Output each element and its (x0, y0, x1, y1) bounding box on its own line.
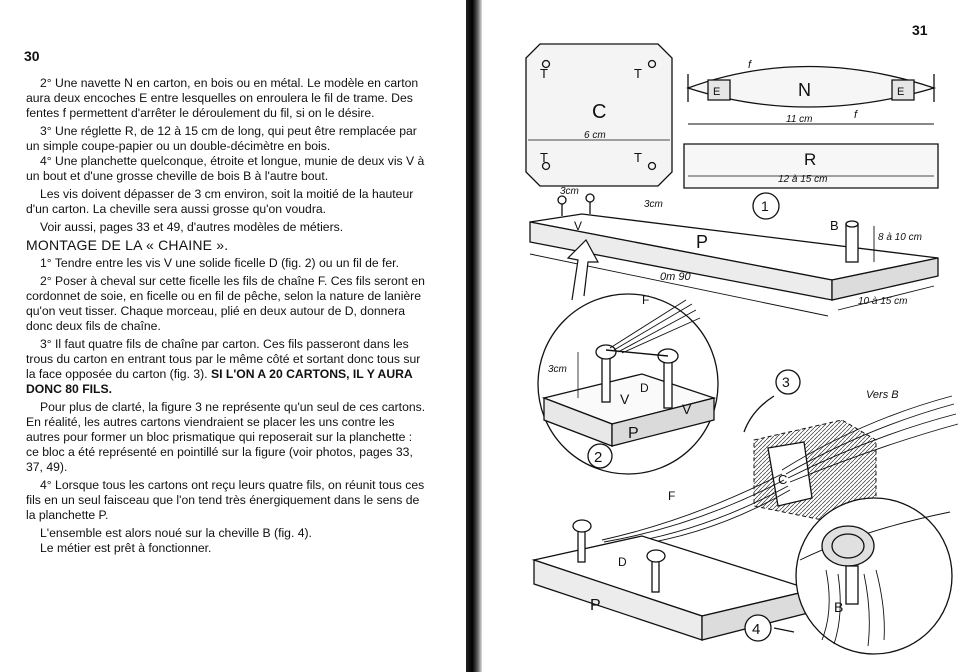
ruler-label: R (804, 150, 817, 169)
string-label: D (640, 381, 649, 395)
step-1: 1° Tendre entre les vis V une solide ficelle D (fig. 2) ou un fil de fer. (40, 256, 399, 270)
slit-label: f (854, 109, 858, 121)
peg-label: B (830, 218, 839, 233)
paragraph-planchette: 4° Une planchette quelconque, étroite et longue, munie de deux vis V à un bout et d'une grosse cheville de bois B à l'autre bout. (26, 154, 425, 183)
peg-height-label: 8 à 10 cm (878, 232, 922, 243)
step-2: 2° Poser à cheval sur cette ficelle les fils de chaîne F. Ces fils seront en cordonnet de soie, en ficelle ou en fil de pêche, selon la nature de lanière qu'on veut tisser. Chaque morceau, plié en deux autour de D, donnera donc deux fils de chaîne. (26, 274, 425, 333)
hole-label: T (634, 66, 642, 81)
figure-4-number: 4 (752, 621, 761, 638)
figure-2-detail (538, 294, 718, 474)
hole-label: T (540, 150, 548, 165)
loom-illustration (482, 0, 960, 672)
figure-3-number: 3 (782, 374, 790, 390)
board-label: P (628, 425, 639, 442)
warp-label: F (642, 293, 650, 307)
paragraph-ensemble: L'ensemble est alors noué sur la cheville B (fig. 4). (40, 526, 312, 540)
figure-2-number: 2 (594, 449, 603, 466)
figure-1-number: 1 (761, 198, 769, 214)
warp-label: F (668, 489, 676, 503)
emphasis-text: SI L'ON A 20 CARTONS, IL Y AURA DONC 80 FILS. (26, 367, 413, 396)
carton-label: C (778, 472, 788, 487)
ruler-length-label: 12 à 15 cm (778, 174, 828, 185)
step-3-text: 3° Il faut quatre fils de chaîne par carton. Ces fils passeront dans les trous du carton en entrant tous par le même côté et sortant donc tous sur la face opposée du carton (fig. 3). (26, 337, 421, 381)
book-gutter (466, 0, 482, 672)
screw-height-label: 3cm (644, 199, 663, 210)
figure-4-detail (745, 498, 952, 654)
peg-label: B (834, 599, 844, 615)
toward-b-label: Vers B (866, 389, 899, 401)
left-text-column (26, 76, 426, 559)
detail-height-label: 3cm (548, 364, 567, 375)
left-page (0, 0, 470, 672)
page-number-left: 30 (24, 48, 40, 64)
notch-label: E (897, 86, 905, 98)
carton-width-label: 6 cm (584, 130, 606, 141)
paragraph-reglette: 3° Une réglette R, de 12 à 15 cm de long, qui peut être remplacée par un simple coupe-papier ou un double-décimètre en bois. (26, 124, 417, 153)
screw-label: V (682, 401, 692, 417)
right-page (482, 0, 960, 672)
paragraph-clarte: Pour plus de clarté, la figure 3 ne représente qu'un seul de ces cartons. En réalité, les autres cartons viendraient se placer les uns contre les autres pour former un bloc prismatique qui reposerait sur la planchette : ce bloc a été représenté en pointillé sur la figure (voir photos, pages 33, 37, 49). (26, 400, 426, 474)
notch-label: E (713, 86, 721, 98)
shuttle-length-label: 11 cm (786, 114, 813, 125)
paragraph-pret: Le métier est prêt à fonctionner. (40, 541, 212, 555)
hole-label: T (540, 66, 548, 81)
string-label: D (618, 555, 627, 569)
step-3 (26, 337, 426, 397)
section-heading: MONTAGE DE LA « CHAINE ». (26, 237, 229, 253)
page-number-right: 31 (912, 22, 928, 38)
paragraph-voir-aussi: Voir aussi, pages 33 et 49, d'autres modèles de métiers. (40, 220, 344, 234)
step-4: 4° Lorsque tous les cartons ont reçu leurs quatre fils, on réunit tous ces fils en un seul faisceau que l'on tend très énergiquement dans le sens de la planchette P. (26, 478, 425, 522)
board-width-label: 10 à 15 cm (858, 296, 908, 307)
board-label: P (696, 232, 709, 252)
carton-label: C (592, 101, 607, 123)
screw-label: V (574, 219, 583, 233)
paragraph-vis: Les vis doivent dépasser de 3 cm environ, soit la moitié de la hauteur d'un carton. La cheville sera aussi grosse qu'on voudra. (26, 187, 414, 216)
screw-label: V (620, 391, 630, 407)
hole-label: T (634, 150, 642, 165)
board-length-label: 0m 90 (660, 271, 691, 283)
screw-gap-label: 3cm (560, 186, 579, 197)
paragraph-navette: 2° Une navette N en carton, en bois ou en métal. Le modèle en carton aura deux encoches E entre lesquelles on enroulera le fil de trame. Des fentes f permettent d'arrêter le déroulement du fil, si on le désire. (26, 76, 419, 120)
slit-label: f (748, 59, 752, 71)
shuttle-label: N (798, 80, 811, 100)
board-label: P (590, 597, 601, 614)
